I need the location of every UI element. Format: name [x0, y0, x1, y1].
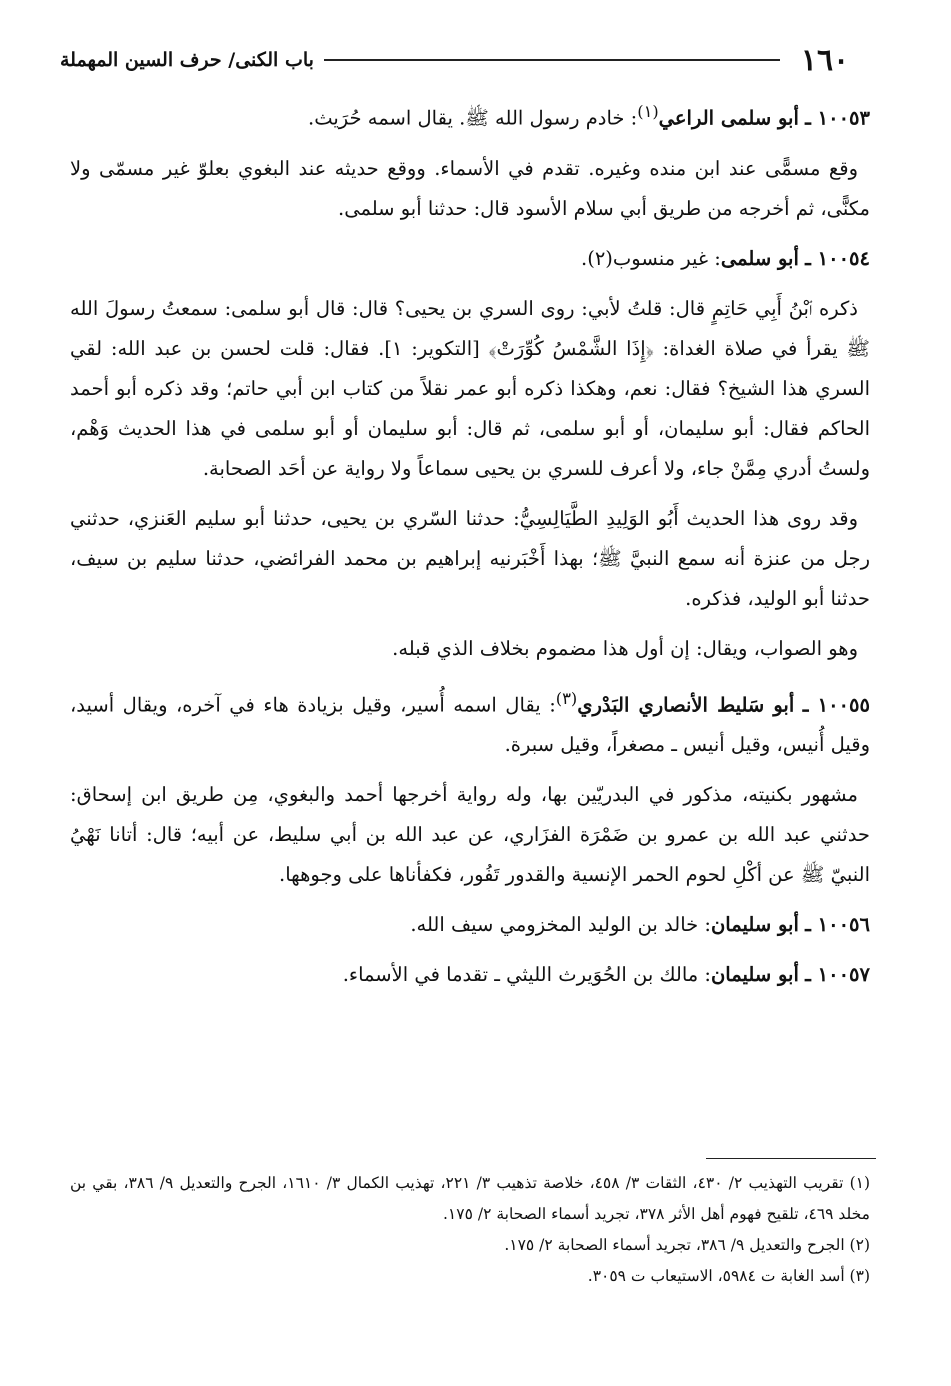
entry-name: أبو سلمى الراعي: [658, 106, 799, 130]
footnotes: [70, 1168, 870, 1292]
paragraph: وقد روى هذا الحديث أَبُو الوَلِيدِ الطَّيَالِسِيُّ: حدثنا السّري بن يحيى، حدثنا أبو سليم العَنزي، حدثني رجل من عنزة أنه سمع النبيَّ ﷺ؛ بهذا أَخْبَرنيه إبراهيم بن محمد الفرائضي، حدثنا سليم بن سيف، حدثنا أبو الوليد، فذكره.: [70, 506, 870, 610]
entry-name: أبو سَليط الأنصاري البَدْري: [577, 693, 795, 716]
page-number: ١٦٠: [800, 42, 850, 78]
entry-10053: [70, 92, 870, 139]
entry-10054: [70, 239, 870, 279]
paragraph: ذكره ٱبْنُ أَبِي حَاتِمٍ قال: قلتُ لأبي: روى السري بن يحيى؟ قال: قال أبو سلمى: سمعتُ رسولَ الله ﷺ يقرأ في صلاة الغداة: ﴿إِذَا الشَّمْسُ كُوِّرَتْ﴾ [التكوير: ١]. فقال: قلت لحسن بن عبد الله: لقي السري هذا الشيخ؟ فقال: نعم، وهكذا ذكره أبو عمر نقلاً من كتاب ابن أبي حاتم؛ وقد ذكره أبو أحمد الحاكم فقال: أبو سليمان، أو أبو سلمى، ثم قال: أبو سليمان أو أبو سلمى في هذا الحديث وَهْم، ولستُ أدري مِمَّنْ جاء، ولا أعرف للسري بن يحيى سماعاً ولا رواية عن أحَد الصحابة.: [70, 296, 870, 480]
entry-name: أبو سليمان: [710, 913, 799, 936]
footnote-3: (٣) أسد الغابة ت ٥٩٨٤، الاستيعاب ت ٣٠٥٩.: [587, 1267, 870, 1285]
footnote-ref: (٣): [555, 688, 578, 708]
footnote-ref: (١): [637, 102, 659, 121]
footnote-2: (٢) الجرح والتعديل ٩/ ٣٨٦، تجريد أسماء الصحابة ٢/ ١٧٥.: [504, 1236, 870, 1254]
paragraph: وهو الصواب، ويقال: إن أول هذا مضموم بخلاف الذي قبله.: [392, 636, 858, 660]
entry-10057: [70, 955, 870, 995]
entry-description: : خادم رسول الله ﷺ. يقال اسمه حُرَيث.: [308, 106, 638, 130]
entry-name: أبو سليمان: [710, 963, 799, 986]
entry-number: ١٠٠٥٥ ـ: [802, 693, 870, 716]
entry-number: ١٠٠٥٣ ـ: [805, 106, 870, 130]
main-text: [70, 92, 870, 1005]
entry-number: ١٠٠٥٤ ـ: [805, 246, 870, 270]
footnote-separator: [706, 1158, 876, 1159]
running-header: [60, 40, 860, 80]
paragraph: مشهور بكنيته، مذكور في البدريّين بها، وله رواية أخرجها أحمد والبغوي، مِن طريق ابن إسحاق: حدثني عبد الله بن عمرو بن ضَمْرَة الفزَاري، عن عبد الله بن أبي سليط، عن أبيه؛ قال: أتانا نَهْيُ النبيّ ﷺ عن أكْلِ لحوم الحمر الإنسية والقدور تَفُور، فكفأناها على وجوهها.: [70, 783, 870, 886]
header-rule: [324, 59, 780, 61]
chapter-title: باب الكنى/ حرف السين المهملة: [60, 49, 314, 71]
paragraph: وقع مسمًّى عند ابن منده وغيره. تقدم في الأسماء. ووقع حديثه عند البغوي بعلوّ غير مسمّى ولا مكنًّى، ثم أخرجه من طريق أبي سلام الأسود قال: حدثنا أبو سلمى.: [70, 156, 870, 220]
footnote-1: (١) تقريب التهذيب ٢/ ٤٣٠، الثقات ٣/ ٤٥٨، خلاصة تذهيب ٣/ ٢٢١، تهذيب الكمال ٣/ ١٦١٠، الجرح والتعديل ٩/ ٣٨٦، بقي بن مخلد ٤٦٩، تلقيح فهوم أهل الأثر ٣٧٨، تجريد أسماء الصحابة ٢/ ١٧٥.: [70, 1174, 871, 1223]
entry-description: : يقال اسمه أُسير، وقيل بزيادة هاء في آخره، ويقال أسيد، وقيل أُنيس، وقيل أنيس ـ مصغراً، وقيل سبرة.: [70, 693, 870, 756]
entry-10056: [70, 905, 870, 945]
entry-name: أبو سلمى: [720, 246, 799, 270]
entry-description: : خالد بن الوليد المخزومي سيف الله.: [410, 913, 711, 936]
entry-description: : غير منسوب(٢).: [581, 246, 721, 270]
entry-number: ١٠٠٥٧ ـ: [805, 963, 870, 986]
entry-description: : مالك بن الحُوَيرث الليثي ـ تقدما في الأسماء.: [342, 963, 711, 986]
entry-number: ١٠٠٥٦ ـ: [805, 913, 870, 936]
entry-10055: [70, 679, 870, 766]
